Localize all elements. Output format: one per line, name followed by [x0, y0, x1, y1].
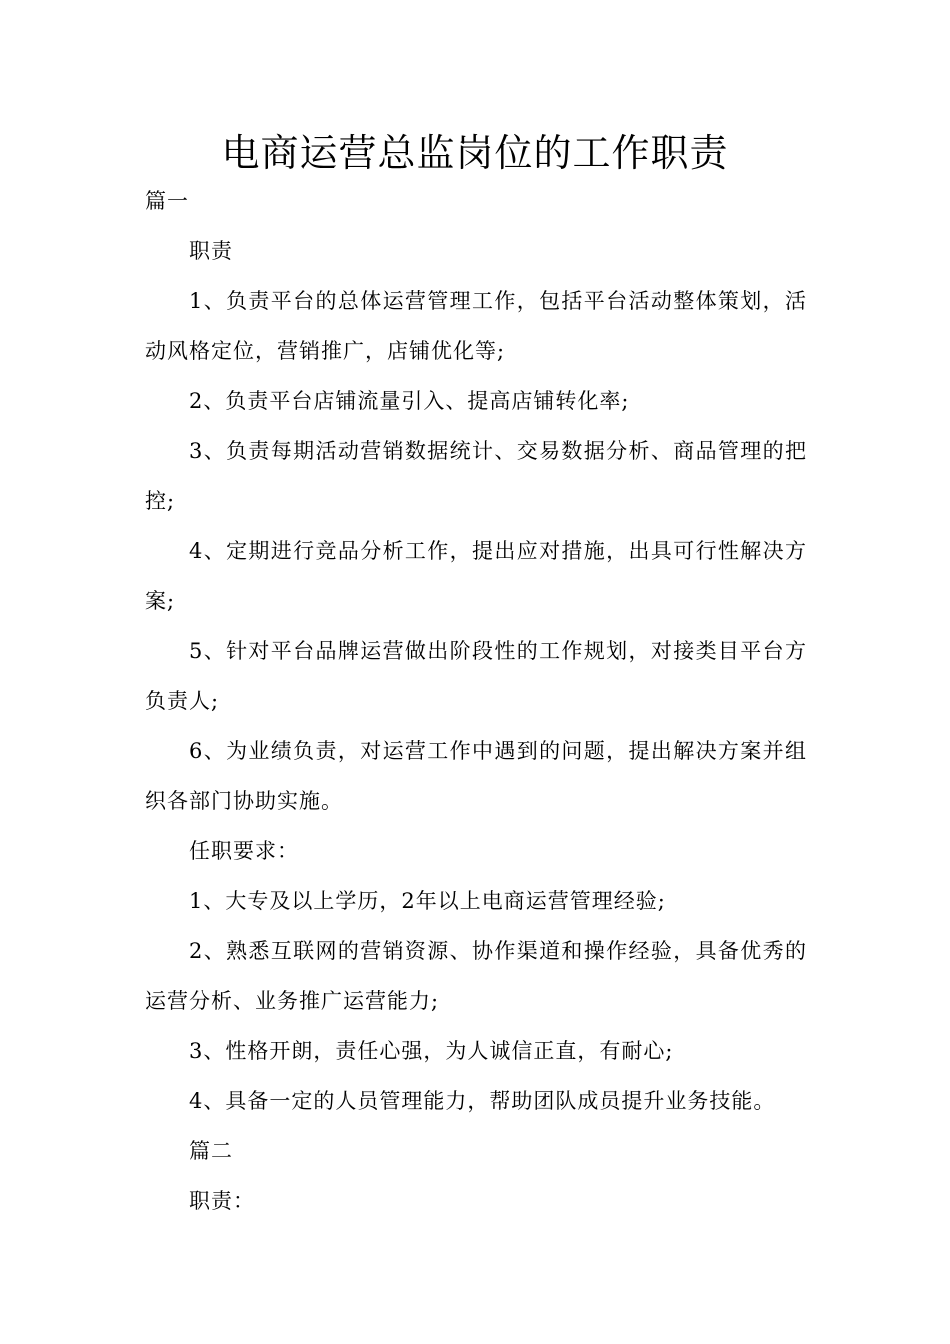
- list-item: 2、熟悉互联网的营销资源、协作渠道和操作经验，具备优秀的运营分析、业务推广运营能力;: [145, 939, 807, 1013]
- list-item: 1、负责平台的总体运营管理工作，包括平台活动整体策划，活动风格定位，营销推广，店铺优化等;: [145, 289, 807, 363]
- list-item: 4、定期进行竞品分析工作，提出应对措施，出具可行性解决方案;: [145, 539, 807, 613]
- section-heading: 篇二: [189, 1139, 233, 1163]
- list-item: 4、具备一定的人员管理能力，帮助团队成员提升业务技能。: [189, 1089, 776, 1113]
- subheading: 职责: [189, 239, 233, 263]
- list-item: 6、为业绩负责，对运营工作中遇到的问题，提出解决方案并组织各部门协助实施。: [145, 739, 807, 813]
- list-item: 1、大专及以上学历，2年以上电商运营管理经验;: [189, 889, 666, 913]
- subheading: 职责：: [189, 1189, 255, 1213]
- list-item: 3、性格开朗，责任心强，为人诚信正直，有耐心;: [189, 1039, 674, 1063]
- section-heading: 篇一: [145, 189, 189, 213]
- list-item: 5、针对平台品牌运营做出阶段性的工作规划，对接类目平台方负责人;: [145, 639, 807, 713]
- list-item: 3、负责每期活动营销数据统计、交易数据分析、商品管理的把控;: [145, 439, 807, 513]
- subheading: 任职要求：: [189, 839, 299, 863]
- document-title: 电商运营总监岗位的工作职责: [221, 131, 729, 175]
- list-item: 2、负责平台店铺流量引入、提高店铺转化率;: [189, 389, 630, 413]
